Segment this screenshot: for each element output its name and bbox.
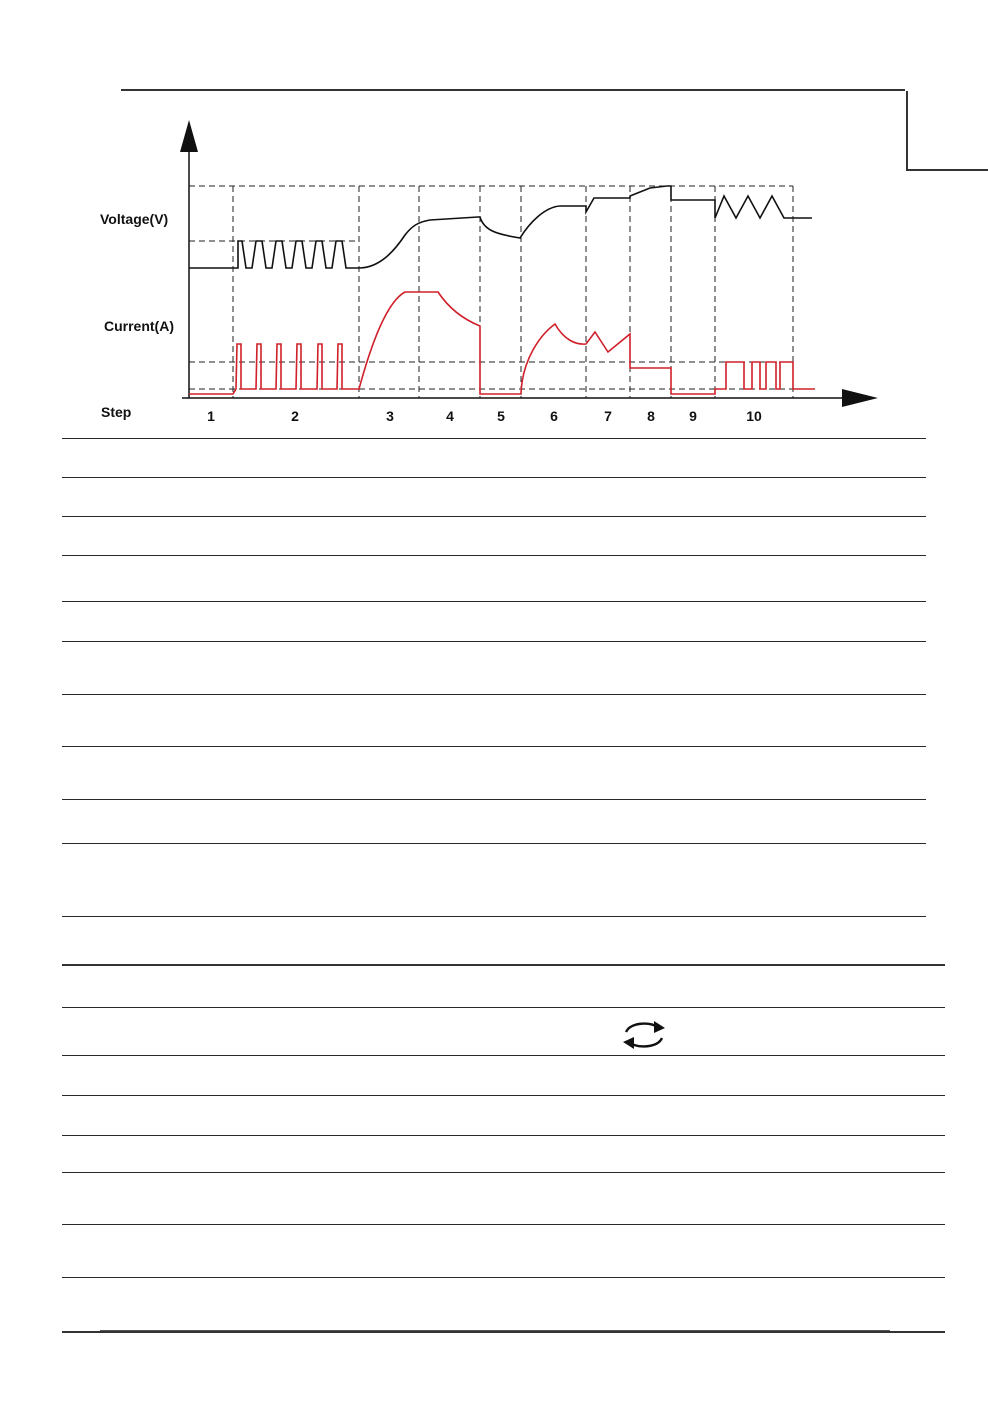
table-row-divider — [62, 1007, 945, 1008]
table-row-divider — [62, 1095, 945, 1096]
step-number: 5 — [497, 408, 505, 424]
table-row-divider — [62, 746, 926, 747]
voltage-axis-label: Voltage(V) — [100, 211, 169, 227]
table-row-divider — [62, 516, 926, 517]
table-row-divider — [62, 1224, 945, 1225]
table-row-divider — [62, 477, 926, 478]
step-number: 6 — [550, 408, 558, 424]
table-row-divider — [62, 799, 926, 800]
step-number: 1 — [207, 408, 215, 424]
step-axis-label: Step — [101, 404, 132, 420]
level-guides — [189, 186, 793, 389]
table-row-divider — [62, 555, 926, 556]
table-row-divider — [62, 641, 926, 642]
table-row-divider — [62, 916, 926, 917]
table-row-divider — [62, 1172, 945, 1173]
step-number: 10 — [746, 408, 762, 424]
voltage-trace — [189, 186, 812, 268]
x-axis-arrow-icon — [842, 389, 878, 407]
y-axis-arrow-icon — [180, 120, 198, 152]
refresh-cycle-icon — [618, 1018, 670, 1052]
table-row-divider — [62, 438, 926, 439]
step-number: 9 — [689, 408, 697, 424]
step-number: 3 — [386, 408, 394, 424]
table-bottom-rule — [62, 1331, 945, 1333]
step-number: 2 — [291, 408, 299, 424]
table-row-divider — [62, 1055, 945, 1056]
table-row-divider — [62, 694, 926, 695]
current-axis-label: Current(A) — [104, 318, 174, 334]
table-row-divider — [62, 1277, 945, 1278]
table-row-divider — [62, 1135, 945, 1136]
step-number: 4 — [446, 408, 454, 424]
footer-rule — [100, 1330, 890, 1331]
table-row-divider — [62, 843, 926, 844]
current-trace — [189, 292, 815, 394]
table-top-rule — [62, 964, 945, 966]
step-number: 8 — [647, 408, 655, 424]
table-row-divider — [62, 601, 926, 602]
step-number: 7 — [604, 408, 612, 424]
